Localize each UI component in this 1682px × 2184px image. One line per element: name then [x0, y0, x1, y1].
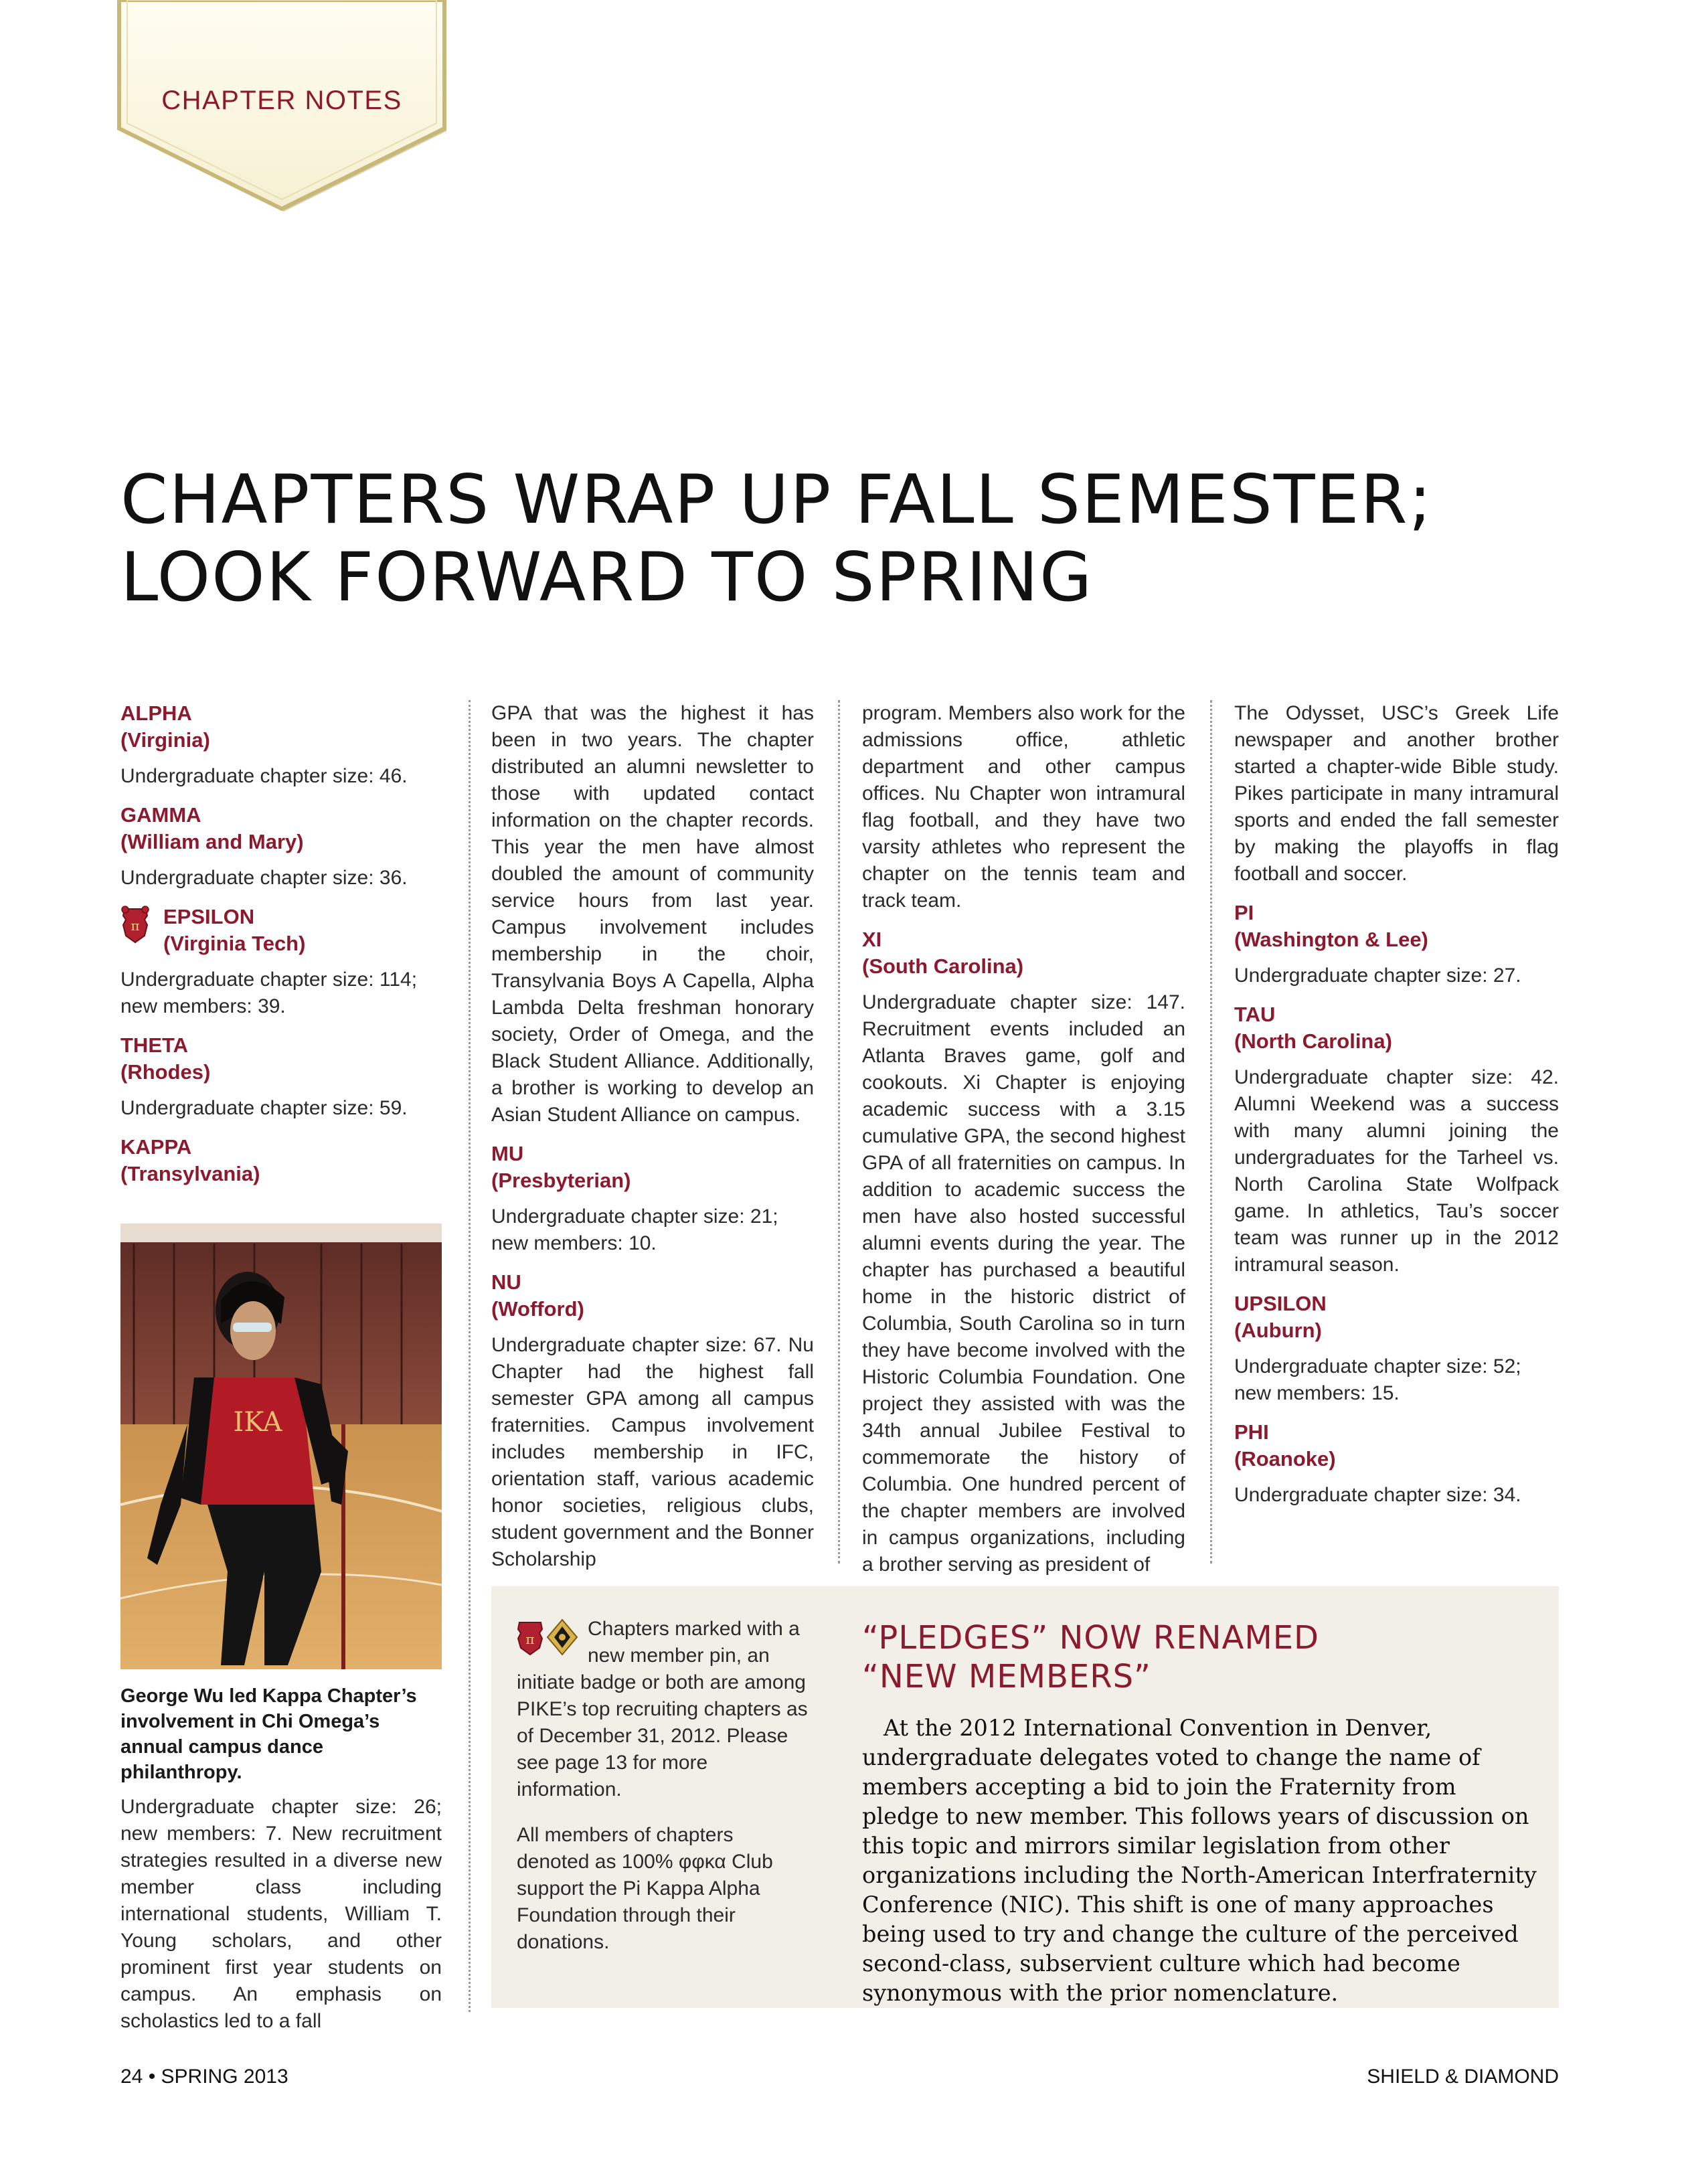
- chapter-school: (North Carolina): [1234, 1029, 1392, 1053]
- chapter-phi: [1234, 1419, 1559, 1509]
- section-ribbon: [115, 0, 448, 213]
- chapter-mu: [491, 1141, 814, 1257]
- pin-and-badge-icons: [517, 1618, 578, 1663]
- chapter-name: ALPHA: [120, 701, 192, 725]
- chapter-school: (Presbyterian): [491, 1169, 631, 1192]
- chapter-body: Undergraduate chapter size: 147. Recruitment events included an Atlanta Braves game, golf and cookouts. Xi Chapter is enjoying academic success with a 3.15 cumulative GPA, the second highest GPA of all fraternities on campus. In addition to academic success the men have also hosted successful alumni events during the year. The chapter has purchased a beautiful home in the historic district of Columbia, South Carolina so in turn they have become involved with the Historic Columbia Foundation. One project they assisted with was the 34th annual Jubilee Festival to commemorate the history of Columbia. One hundred percent of the chapter members are involved in campus organizations, including a brother serving as president of: [862, 991, 1185, 1576]
- sidebar-notes: [517, 1616, 811, 1975]
- chapter-name: GAMMA: [120, 803, 201, 827]
- sidebar-note-pins: Chapters marked with a new member pin, an initiate badge or both are among PIKE’s top recruiting chapters as of December 31, 2012. Please see page 13 for more information.: [517, 1618, 808, 1800]
- nu-continued-text: program. Members also work for the admissions office, athletic department and other campus offices. Nu Chapter won intramural flag football, and they have two varsity athletes who represent the chapter on the tennis team and track team.: [862, 702, 1185, 912]
- chapter-theta: [120, 1032, 442, 1122]
- kappa-photo: [120, 1224, 442, 1669]
- headline-line-1: CHAPTERS WRAP UP FALL SEMESTER;: [120, 460, 1433, 539]
- page-headline: [120, 460, 1593, 616]
- chapter-body: Undergraduate chapter size: 27.: [1234, 964, 1521, 987]
- chapter-epsilon: [120, 904, 442, 1020]
- sidebar-note-club: All members of chapters denoted as 100% φφκα Club support the Pi Kappa Alpha Foundation through their donations.: [517, 1824, 773, 1953]
- column-divider: [1210, 700, 1212, 1564]
- chapter-name: MU: [491, 1142, 524, 1165]
- chapter-name: TAU: [1234, 1003, 1276, 1026]
- chapter-body: Undergraduate chapter size: 52; new members: 15.: [1234, 1355, 1521, 1404]
- chapter-heading-with-pin: [120, 904, 442, 957]
- sidebar-title-line-2: “NEW MEMBERS”: [862, 1658, 1151, 1695]
- chapter-school: (Rhodes): [120, 1060, 211, 1084]
- chapter-school: (William and Mary): [120, 830, 304, 853]
- sidebar-title-line-1: “PLEDGES” NOW RENAMED: [862, 1619, 1320, 1657]
- chapter-name: UPSILON: [1234, 1292, 1327, 1315]
- column-2: [491, 700, 814, 1585]
- column-1: [120, 700, 442, 1199]
- photo-caption: George Wu led Kappa Chapter’s involvement in Chi Omega’s annual campus dance philanthropy.: [120, 1685, 417, 1783]
- chapter-name: THETA: [120, 1033, 189, 1057]
- sidebar-article-title: [862, 1618, 1538, 1696]
- svg-text:π: π: [525, 1631, 535, 1647]
- svg-text:π: π: [131, 918, 140, 934]
- kappa-continued-text: GPA that was the highest it has been in two years. The chapter distributed an alumni newsletter to those with updated contact information on the chapter records. This year the men have almost doubled the amount of community service hours from last year. Campus involvement includes membership in the choir, Transylvania Boys A Capella, Alpha Lambda Delta freshman honorary society, Order of Omega, and the Black Student Alliance. Additionally, a brother is working to develop an Asian Student Alliance on campus.: [491, 702, 814, 1126]
- chapter-name: EPSILON: [163, 905, 255, 928]
- new-member-pin-icon: [120, 904, 150, 951]
- xi-continued-text: The Odysset, USC’s Greek Life newspaper and another brother started a chapter-wide Bible study. Pikes participate in many intramural sports and ended the fall semester by making the playoffs in flag football and soccer.: [1234, 702, 1559, 885]
- sidebar-article: [862, 1618, 1538, 2008]
- column-3: [862, 700, 1185, 1590]
- chapter-school: (South Carolina): [862, 954, 1024, 978]
- chapter-school: (Washington & Lee): [1234, 928, 1428, 951]
- chapter-name: PI: [1234, 901, 1254, 924]
- footer-publication-name: SHIELD & DIAMOND: [1367, 2066, 1559, 2088]
- chapter-nu: [491, 1269, 814, 1573]
- chapter-tau: [1234, 1001, 1559, 1278]
- chapter-body: Undergraduate chapter size: 36.: [120, 867, 408, 889]
- chapter-gamma: [120, 802, 442, 892]
- chapter-name: XI: [862, 928, 882, 951]
- chapter-school: (Virginia Tech): [163, 932, 306, 955]
- kappa-body-text: Undergraduate chapter size: 26; new members: 7. New recruitment strategies resulted in a diverse new member class including international students, William T. Young scholars, and other prominent first year students on campus. An emphasis on scholastics led to a fall: [120, 1796, 442, 2032]
- chapter-school: (Roanoke): [1234, 1447, 1336, 1471]
- chapter-school: (Virginia): [120, 728, 210, 752]
- photo-shirt-text: IKA: [233, 1407, 282, 1438]
- chapter-upsilon: [1234, 1290, 1559, 1407]
- chapter-body: Undergraduate chapter size: 59.: [120, 1097, 408, 1119]
- sidebar-article-body: At the 2012 International Convention in Denver, undergraduate delegates voted to change the name of members accepting a bid to join the Fraternity from pledge to new member. This follows years of discussion on this topic and mirrors similar legislation from other organizations including the North-American Interfraternity Conference (NIC). This shift is one of many approaches being used to try and change the culture of the perceived second-class, subservient culture which had become synonymous with the prior nomenclature.: [862, 1715, 1537, 2006]
- chapter-body: Undergraduate chapter size: 34.: [1234, 1484, 1521, 1506]
- chapter-body: Undergraduate chapter size: 21; new members: 10.: [491, 1205, 778, 1254]
- chapter-body: Undergraduate chapter size: 114; new members: 39.: [120, 969, 418, 1017]
- column-4: [1234, 700, 1559, 1521]
- chapter-body: Undergraduate chapter size: 46.: [120, 765, 408, 787]
- chapter-xi: [862, 926, 1185, 1578]
- chapter-school: (Transylvania): [120, 1162, 260, 1185]
- chapter-alpha: [120, 700, 442, 790]
- chapter-kappa: [120, 1134, 442, 1187]
- column-divider: [838, 700, 840, 1564]
- column-divider: [469, 700, 471, 2012]
- chapter-name: PHI: [1234, 1420, 1269, 1444]
- footer-page-issue: 24 • SPRING 2013: [120, 2066, 288, 2088]
- chapter-name: NU: [491, 1270, 521, 1294]
- chapter-pi: [1234, 900, 1559, 989]
- headline-line-2: LOOK FORWARD TO SPRING: [120, 537, 1094, 616]
- section-tab-label: CHAPTER NOTES: [161, 86, 402, 115]
- chapter-school: (Auburn): [1234, 1319, 1322, 1342]
- chapter-body: Undergraduate chapter size: 67. Nu Chapter had the highest fall semester GPA among all campus fraternities. Campus involvement includes membership in IFC, orientation staff, various academic honor societies, religious clubs, student government and the Bonner Scholarship: [491, 1334, 814, 1570]
- chapter-school: (Wofford): [491, 1297, 584, 1321]
- chapter-body: Undergraduate chapter size: 42. Alumni Weekend was a success with many alumni joining the undergraduates for the Tarheel vs. North Carolina State Wolfpack game. In athletics, Tau’s soccer team was runner up in the 2012 intramural season.: [1234, 1066, 1559, 1276]
- chapter-name: KAPPA: [120, 1135, 192, 1159]
